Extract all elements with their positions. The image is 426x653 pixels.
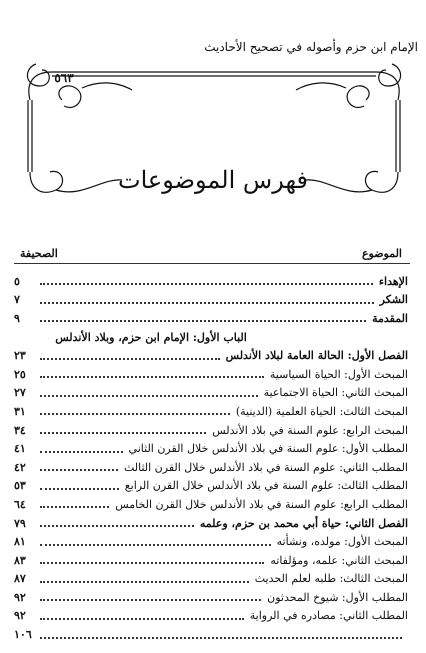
toc-entry: [14, 570, 408, 589]
toc-entry-page: ٧: [14, 293, 20, 307]
toc-entry-page: ٢٧: [14, 386, 26, 400]
toc-entry-page: ٨١: [14, 535, 26, 549]
toc-entry-page: ٩: [14, 311, 20, 325]
toc-entry: [14, 458, 408, 477]
dot-leader: [40, 637, 402, 639]
toc-entry-title: المطلب الرابع: علوم السنة في بلاد الأندلس خلال القرن الخامس: [115, 497, 408, 511]
toc-entry: [14, 551, 408, 570]
toc-entry: [14, 439, 408, 458]
toc-part-heading: [14, 328, 408, 347]
toc-entry-title: المطلب الأول: علوم السنة في بلاد الأندلس خلال القرن الثاني: [128, 442, 408, 456]
dot-leader: [40, 506, 109, 508]
toc-entry-page: ٨٣: [14, 553, 26, 567]
toc-entry: [14, 495, 408, 514]
toc-entry: [14, 309, 408, 328]
toc-entry-title: المبحث الثاني: علمه، ومؤلفاته: [270, 553, 408, 567]
toc-entry-page: ٥٣: [14, 479, 26, 493]
toc-entry: [14, 346, 408, 365]
toc-entry-title: المطلب الثالث: علوم السنة في بلاد الأندلس خلال القرن الرابع: [124, 479, 408, 493]
columns-header: [20, 247, 402, 263]
column-topic-label: الموضوع: [361, 247, 402, 260]
toc-entry-page: ٤٢: [14, 460, 26, 474]
dot-leader: [40, 432, 206, 434]
dot-leader: [40, 525, 194, 527]
toc-entry-title: الشكر: [379, 293, 408, 307]
toc-entry-title: المقدمة: [372, 311, 408, 325]
toc-entry: [14, 402, 408, 421]
toc-entry-title: المطلب الثاني: مصادره في الرواية: [249, 609, 408, 623]
running-header: الإمام ابن حزم وأصوله في تصحيح الأحاديث: [204, 40, 418, 54]
toc-entry-page: ١٠٦: [14, 628, 32, 642]
toc-entry-page: ٣٤: [14, 423, 26, 437]
toc-entry: [14, 514, 408, 533]
dot-leader: [40, 283, 373, 285]
toc-entry: [14, 607, 408, 626]
dot-leader: [40, 618, 244, 620]
toc-entry-page: ٨٧: [14, 572, 26, 586]
toc-entry-page: ٧٩: [14, 516, 26, 530]
toc-entry: [14, 291, 408, 310]
toc-entry-title: الإهداء: [378, 274, 408, 288]
toc-entry: [14, 625, 408, 644]
toc-entry-page: ٩٢: [14, 590, 26, 604]
toc-entry: [14, 588, 408, 607]
toc-entry-page: ٢٣: [14, 349, 26, 363]
toc-entry-title: المطلب الثاني: علوم السنة في بلاد الأندلس خلال القرن الثالث: [123, 460, 408, 474]
dot-leader: [40, 358, 220, 360]
toc-entry-title: المبحث الرابع: علوم السنة في بلاد الأندلس: [212, 423, 408, 437]
toc-entry: [14, 272, 408, 291]
toc-entry-title: المطلب الأول: شيوخ المحدثون: [267, 590, 408, 604]
header-divider: [14, 263, 410, 264]
dot-leader: [40, 581, 249, 583]
dot-leader: [40, 302, 374, 304]
toc-entry-page: ٢٥: [14, 367, 26, 381]
toc-entry-page: ٣١: [14, 404, 26, 418]
toc-entry: [14, 421, 408, 440]
dot-leader: [40, 469, 118, 471]
dot-leader: [40, 376, 264, 378]
toc-entry-title: المبحث الأول: الحياة السياسية: [269, 367, 408, 381]
toc-entry-title: المبحث الثالث: الحياة العلمية (الدينية): [235, 404, 408, 418]
toc-entry: [14, 532, 408, 551]
toc-entry-page: ٩٢: [14, 609, 26, 623]
toc-entry-page: ٤١: [14, 442, 26, 456]
dot-leader: [40, 562, 264, 564]
table-of-contents: [14, 272, 408, 644]
toc-entry: [14, 384, 408, 403]
toc-entry-title: المبحث الثالث: طلبه لعلم الحديث: [254, 572, 408, 586]
toc-entry-page: ٦٤: [14, 497, 26, 511]
toc-entry-title: الفصل الأول: الحالة العامة لبلاد الأندلس: [225, 349, 408, 363]
dot-leader: [40, 320, 366, 322]
toc-entry-title: الباب الأول: الإمام ابن حزم، وبلاد الأندلس: [55, 330, 247, 344]
column-page-label: الصحيفة: [20, 247, 58, 260]
toc-entry-title: الفصل الثاني: حياة أبي محمد بن حزم، وعلمه: [199, 516, 408, 530]
toc-entry-page: ٥: [14, 274, 20, 288]
toc-entry: [14, 365, 408, 384]
toc-entry: [14, 477, 408, 496]
page-number: ٥٦٣: [54, 71, 74, 85]
dot-leader: [40, 451, 123, 453]
dot-leader: [40, 599, 261, 601]
dot-leader: [40, 413, 230, 415]
dot-leader: [40, 488, 119, 490]
dot-leader: [40, 544, 271, 546]
dot-leader: [40, 395, 258, 397]
toc-entry-title: المبحث الثاني: الحياة الاجتماعية: [263, 386, 408, 400]
toc-entry-title: المبحث الأول: مولده، ونشأته: [276, 535, 408, 549]
contents-title: فهرس الموضوعات: [118, 166, 308, 194]
